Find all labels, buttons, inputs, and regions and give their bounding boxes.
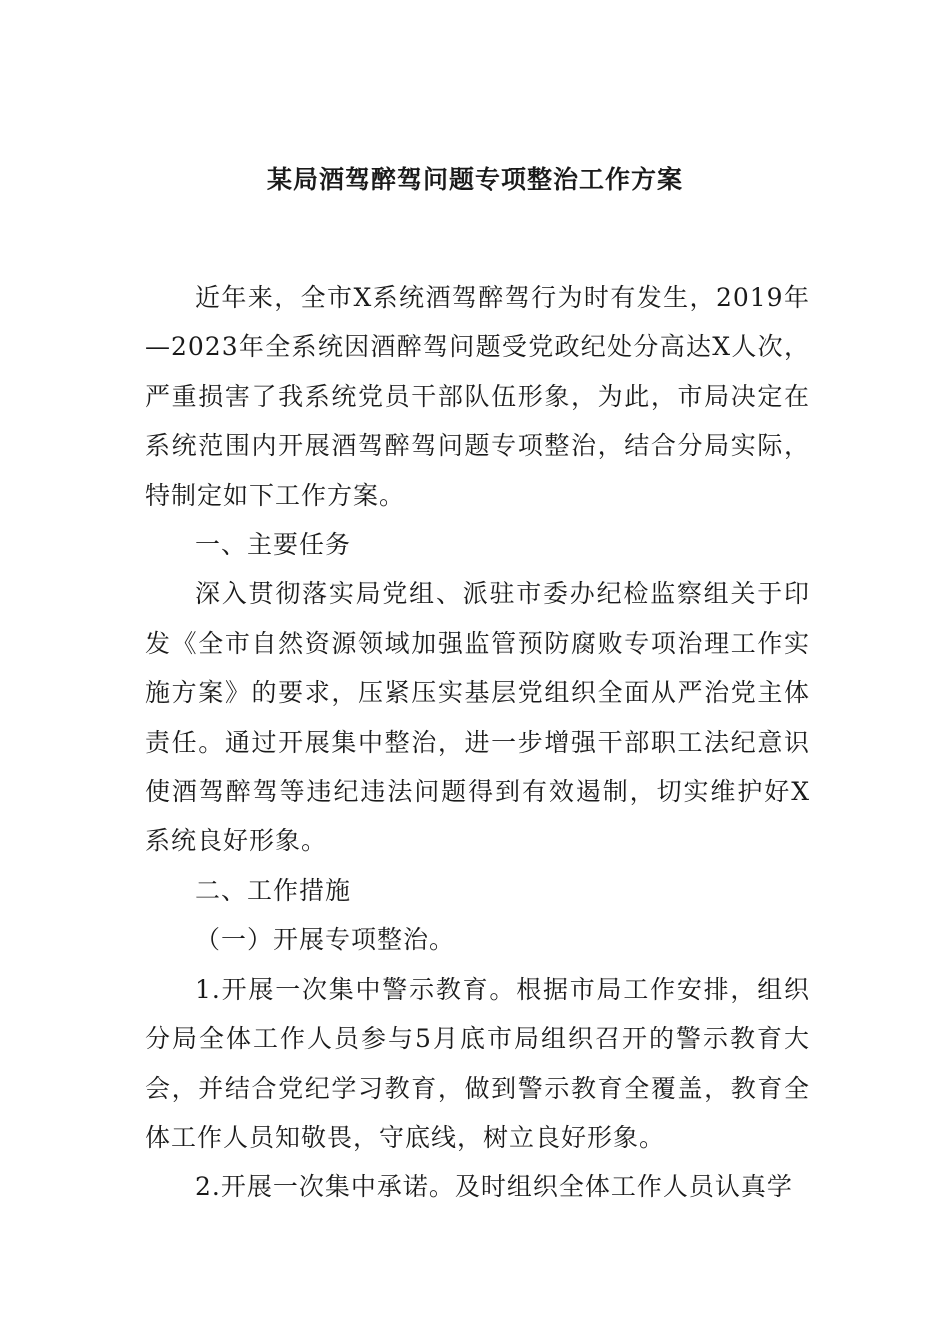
section-heading-work-measures: 二、工作措施 bbox=[195, 875, 352, 905]
intro-paragraph: 近年来，全市X系统酒驾醉驾行为时有发生，2019年—2023年全系统因酒醉驾问题受党政纪处分高达X人次，严重损害了我系统党员干部队伍形象，为此，市局决定在系统范围内开展酒驾醉驾问题专项整治，结合分局实际，特制定如下工作方案。 bbox=[145, 283, 810, 510]
subsection-heading-special-rectification: （一）开展专项整治。 bbox=[195, 925, 456, 955]
measure-item-2: 2.开展一次集中承诺。及时组织全体工作人员认真学 bbox=[195, 1172, 793, 1202]
document-body bbox=[145, 273, 810, 1212]
measure-item-1: 1.开展一次集中警示教育。根据市局工作安排，组织分局全体工作人员参与5月底市局组织召开的警示教育大会，并结合党纪学习教育，做到警示教育全覆盖，教育全体工作人员知敬畏，守底线，树立良好形象。 bbox=[145, 974, 810, 1152]
main-tasks-paragraph: 深入贯彻落实局党组、派驻市委办纪检监察组关于印发《全市自然资源领域加强监管预防腐败专项治理工作实施方案》的要求，压紧压实基层党组织全面从严治党主体责任。通过开展集中整治，进一步增强干部职工法纪意识使酒驾醉驾等违纪违法问题得到有效遏制，切实维护好X系统良好形象。 bbox=[145, 579, 810, 856]
section-heading-main-tasks: 一、主要任务 bbox=[195, 530, 352, 560]
document-title: 某局酒驾醉驾问题专项整治工作方案 bbox=[266, 165, 683, 194]
